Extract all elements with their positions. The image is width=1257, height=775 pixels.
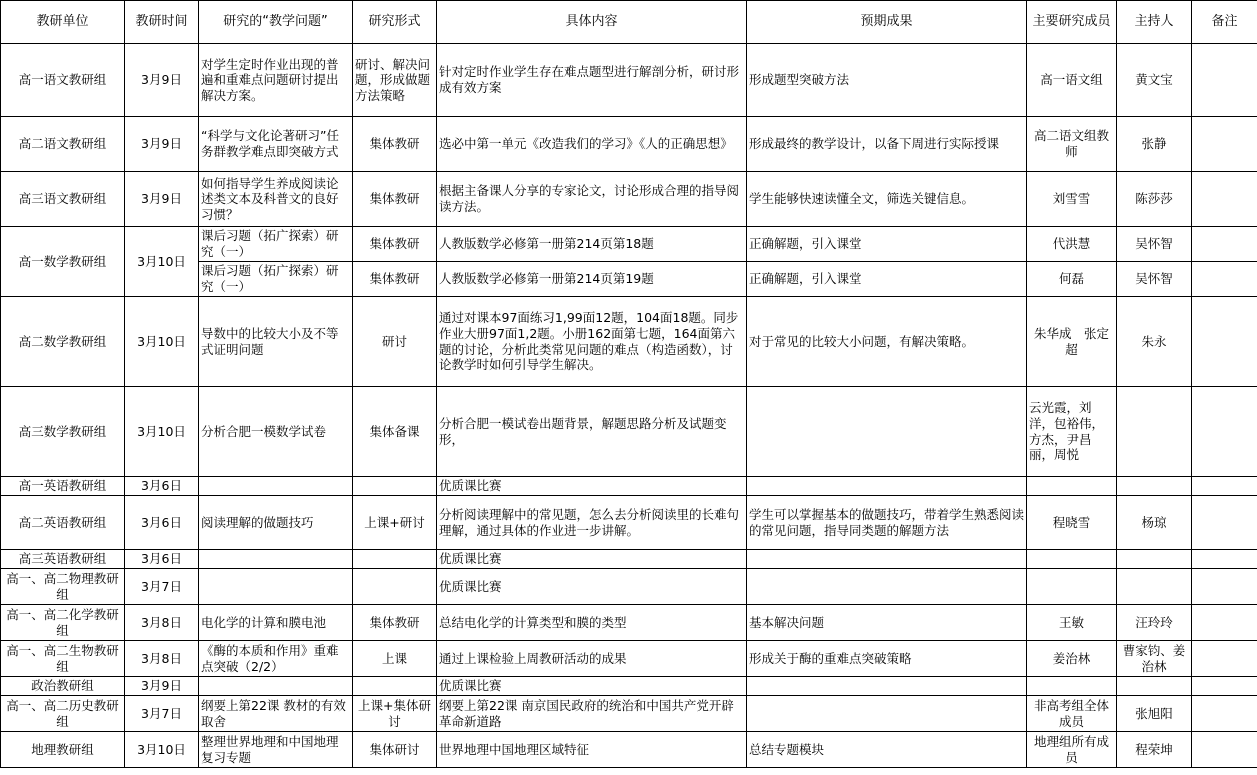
cell-form: 集体教研 (353, 262, 437, 297)
cell-members: 高一语文组 (1027, 44, 1117, 117)
cell-host: 程荣坤 (1117, 732, 1192, 768)
cell-content: 优质课比赛 (437, 569, 747, 605)
cell-members: 地理组所有成员 (1027, 732, 1117, 768)
cell-host: 朱永 (1117, 297, 1192, 387)
cell-unit: 高一、高二化学教研组 (1, 605, 125, 641)
cell-unit: 高一英语教研组 (1, 477, 125, 496)
table-row (1, 496, 1257, 550)
cell-host: 张静 (1117, 117, 1192, 172)
cell-outcome (747, 550, 1027, 569)
cell-time: 3月8日 (125, 605, 199, 641)
cell-form: 研讨、解决问题，形成做题方法策略 (353, 44, 437, 117)
cell-time: 3月9日 (125, 117, 199, 172)
cell-content: 分析阅读理解中的常见题，怎么去分析阅读里的长难句理解，通过具体的作业进一步讲解。 (437, 496, 747, 550)
cell-content: 根据主备课人分享的专家论文，讨论形成合理的指导阅读方法。 (437, 172, 747, 227)
cell-host (1117, 550, 1192, 569)
table-row (1, 297, 1257, 387)
cell-form: 集体教研 (353, 605, 437, 641)
cell-time: 3月9日 (125, 172, 199, 227)
table-row (1, 172, 1257, 227)
cell-form (353, 677, 437, 696)
cell-form: 集体备课 (353, 387, 437, 477)
cell-time: 3月6日 (125, 477, 199, 496)
cell-problem: 分析合肥一模数学试卷 (199, 387, 353, 477)
cell-host (1117, 477, 1192, 496)
cell-problem: 整理世界地理和中国地理复习专题 (199, 732, 353, 768)
cell-outcome: 正确解题，引入课堂 (747, 262, 1027, 297)
cell-outcome: 总结专题模块 (747, 732, 1027, 768)
cell-form: 集体研讨 (353, 732, 437, 768)
cell-content: 人教版数学必修第一册第214页第18题 (437, 227, 747, 262)
cell-problem (199, 550, 353, 569)
cell-outcome (747, 696, 1027, 732)
cell-form (353, 569, 437, 605)
cell-note (1192, 117, 1257, 172)
cell-problem: “科学与文化论著研习”任务群教学难点即突破方式 (199, 117, 353, 172)
cell-form (353, 477, 437, 496)
table-row (1, 477, 1257, 496)
cell-outcome (747, 677, 1027, 696)
cell-content: 优质课比赛 (437, 477, 747, 496)
cell-note (1192, 496, 1257, 550)
cell-unit: 高三英语教研组 (1, 550, 125, 569)
table-row (1, 569, 1257, 605)
cell-problem: 导数中的比较大小及不等式证明问题 (199, 297, 353, 387)
header-members: 主要研究成员 (1027, 1, 1117, 44)
cell-host: 杨琼 (1117, 496, 1192, 550)
cell-note (1192, 677, 1257, 696)
cell-content: 选必中第一单元《改造我们的学习》《人的正确思想》 (437, 117, 747, 172)
header-host: 主持人 (1117, 1, 1192, 44)
cell-host: 曹家钧、姜治林 (1117, 641, 1192, 677)
cell-note (1192, 569, 1257, 605)
cell-time: 3月6日 (125, 496, 199, 550)
cell-content: 通过上课检验上周教研活动的成果 (437, 641, 747, 677)
cell-members (1027, 550, 1117, 569)
cell-note (1192, 172, 1257, 227)
cell-form: 研讨 (353, 297, 437, 387)
header-content: 具体内容 (437, 1, 747, 44)
cell-host: 张旭阳 (1117, 696, 1192, 732)
cell-unit: 高一、高二生物教研组 (1, 641, 125, 677)
cell-host: 汪玲玲 (1117, 605, 1192, 641)
cell-members: 姜治林 (1027, 641, 1117, 677)
cell-time: 3月9日 (125, 44, 199, 117)
cell-problem: 阅读理解的做题技巧 (199, 496, 353, 550)
cell-note (1192, 605, 1257, 641)
cell-note (1192, 44, 1257, 117)
cell-members: 朱华成 张定超 (1027, 297, 1117, 387)
cell-note (1192, 641, 1257, 677)
cell-host: 陈莎莎 (1117, 172, 1192, 227)
cell-note (1192, 550, 1257, 569)
cell-host: 吴怀智 (1117, 227, 1192, 262)
cell-host (1117, 569, 1192, 605)
cell-outcome: 形成题型突破方法 (747, 44, 1027, 117)
table-row (1, 641, 1257, 677)
cell-outcome: 正确解题，引入课堂 (747, 227, 1027, 262)
cell-time: 3月10日 (125, 227, 199, 297)
table-row (1, 605, 1257, 641)
cell-unit: 高三语文教研组 (1, 172, 125, 227)
cell-host (1117, 387, 1192, 477)
cell-unit: 高二数学教研组 (1, 297, 125, 387)
cell-form: 上课 (353, 641, 437, 677)
cell-time: 3月6日 (125, 550, 199, 569)
header-row (1, 1, 1257, 44)
cell-note (1192, 696, 1257, 732)
cell-outcome: 形成最终的教学设计，以备下周进行实际授课 (747, 117, 1027, 172)
cell-form (353, 550, 437, 569)
cell-content: 针对定时作业学生存在难点题型进行解剖分析，研讨形成有效方案 (437, 44, 747, 117)
header-time: 教研时间 (125, 1, 199, 44)
cell-members: 非高考组全体成员 (1027, 696, 1117, 732)
cell-unit: 高三数学教研组 (1, 387, 125, 477)
cell-time: 3月7日 (125, 569, 199, 605)
cell-content: 总结电化学的计算类型和膜的类型 (437, 605, 747, 641)
table-row (1, 44, 1257, 117)
table-row (1, 387, 1257, 477)
cell-members: 王敏 (1027, 605, 1117, 641)
cell-content: 优质课比赛 (437, 677, 747, 696)
cell-content: 优质课比赛 (437, 550, 747, 569)
cell-problem: 课后习题（拓广探索）研究（一） (199, 227, 353, 262)
cell-problem (199, 477, 353, 496)
cell-problem: 如何指导学生养成阅读论述类文本及科普文的良好习惯？ (199, 172, 353, 227)
cell-form: 集体教研 (353, 117, 437, 172)
cell-members: 代洪慧 (1027, 227, 1117, 262)
cell-content: 分析合肥一模试卷出题背景，解题思路分析及试题变形， (437, 387, 747, 477)
table-row (1, 677, 1257, 696)
header-unit: 教研单位 (1, 1, 125, 44)
cell-note (1192, 227, 1257, 262)
table-row (1, 117, 1257, 172)
cell-host: 黄文宝 (1117, 44, 1192, 117)
cell-time: 3月7日 (125, 696, 199, 732)
cell-outcome (747, 387, 1027, 477)
table-row (1, 227, 1257, 262)
cell-note (1192, 387, 1257, 477)
cell-problem: 课后习题（拓广探索）研究（一） (199, 262, 353, 297)
table-row (1, 696, 1257, 732)
cell-time: 3月10日 (125, 732, 199, 768)
cell-form: 上课+集体研讨 (353, 696, 437, 732)
cell-time: 3月10日 (125, 297, 199, 387)
header-form: 研究形式 (353, 1, 437, 44)
cell-outcome: 学生能够快速读懂全文，筛选关键信息。 (747, 172, 1027, 227)
cell-problem (199, 677, 353, 696)
cell-outcome: 形成关于酶的重难点突破策略 (747, 641, 1027, 677)
cell-time: 3月9日 (125, 677, 199, 696)
cell-note (1192, 297, 1257, 387)
cell-members (1027, 677, 1117, 696)
cell-content: 通过对课本97面练习1,99面12题，104面18题。同步作业大册97面1,2题。小册162面第七题，164面第六题的讨论，分析此类常见问题的难点（构造函数），讨论教学时如何引导学生解决。 (437, 297, 747, 387)
cell-problem: 纲要上第22课 教材的有效取舍 (199, 696, 353, 732)
cell-problem: 对学生定时作业出现的普遍和重难点问题研讨提出解决方案。 (199, 44, 353, 117)
cell-problem (199, 569, 353, 605)
cell-outcome (747, 477, 1027, 496)
cell-host (1117, 677, 1192, 696)
cell-form: 集体教研 (353, 172, 437, 227)
cell-form: 上课+研讨 (353, 496, 437, 550)
cell-members: 刘雪雪 (1027, 172, 1117, 227)
cell-unit: 高一数学教研组 (1, 227, 125, 297)
cell-content: 人教版数学必修第一册第214页第19题 (437, 262, 747, 297)
cell-unit: 地理教研组 (1, 732, 125, 768)
cell-note (1192, 262, 1257, 297)
cell-form: 集体教研 (353, 227, 437, 262)
cell-note (1192, 477, 1257, 496)
cell-unit: 高一语文教研组 (1, 44, 125, 117)
cell-outcome: 对于常见的比较大小问题，有解决策略。 (747, 297, 1027, 387)
header-outcome: 预期成果 (747, 1, 1027, 44)
table-row (1, 550, 1257, 569)
cell-host: 吴怀智 (1117, 262, 1192, 297)
cell-unit: 高二语文教研组 (1, 117, 125, 172)
cell-note (1192, 732, 1257, 768)
cell-unit: 政治教研组 (1, 677, 125, 696)
table-row (1, 732, 1257, 768)
header-problem: 研究的“教学问题” (199, 1, 353, 44)
cell-outcome (747, 569, 1027, 605)
cell-content: 纲要上第22课 南京国民政府的统治和中国共产党开辟革命新道路 (437, 696, 747, 732)
cell-unit: 高二英语教研组 (1, 496, 125, 550)
cell-problem: 《酶的本质和作用》重难点突破（2/2） (199, 641, 353, 677)
cell-unit: 高一、高二物理教研组 (1, 569, 125, 605)
cell-members (1027, 569, 1117, 605)
cell-outcome: 基本解决问题 (747, 605, 1027, 641)
cell-members: 云光霞，刘洋，包裕伟，方杰，尹昌丽，周悦 (1027, 387, 1117, 477)
cell-outcome: 学生可以掌握基本的做题技巧，带着学生熟悉阅读的常见问题，指导同类题的解题方法 (747, 496, 1027, 550)
cell-members: 何磊 (1027, 262, 1117, 297)
cell-time: 3月8日 (125, 641, 199, 677)
cell-content: 世界地理中国地理区域特征 (437, 732, 747, 768)
cell-members: 高二语文组教师 (1027, 117, 1117, 172)
cell-unit: 高一、高二历史教研组 (1, 696, 125, 732)
cell-members: 程晓雪 (1027, 496, 1117, 550)
header-note: 备注 (1192, 1, 1257, 44)
cell-time: 3月10日 (125, 387, 199, 477)
cell-problem: 电化学的计算和膜电池 (199, 605, 353, 641)
cell-members (1027, 477, 1117, 496)
